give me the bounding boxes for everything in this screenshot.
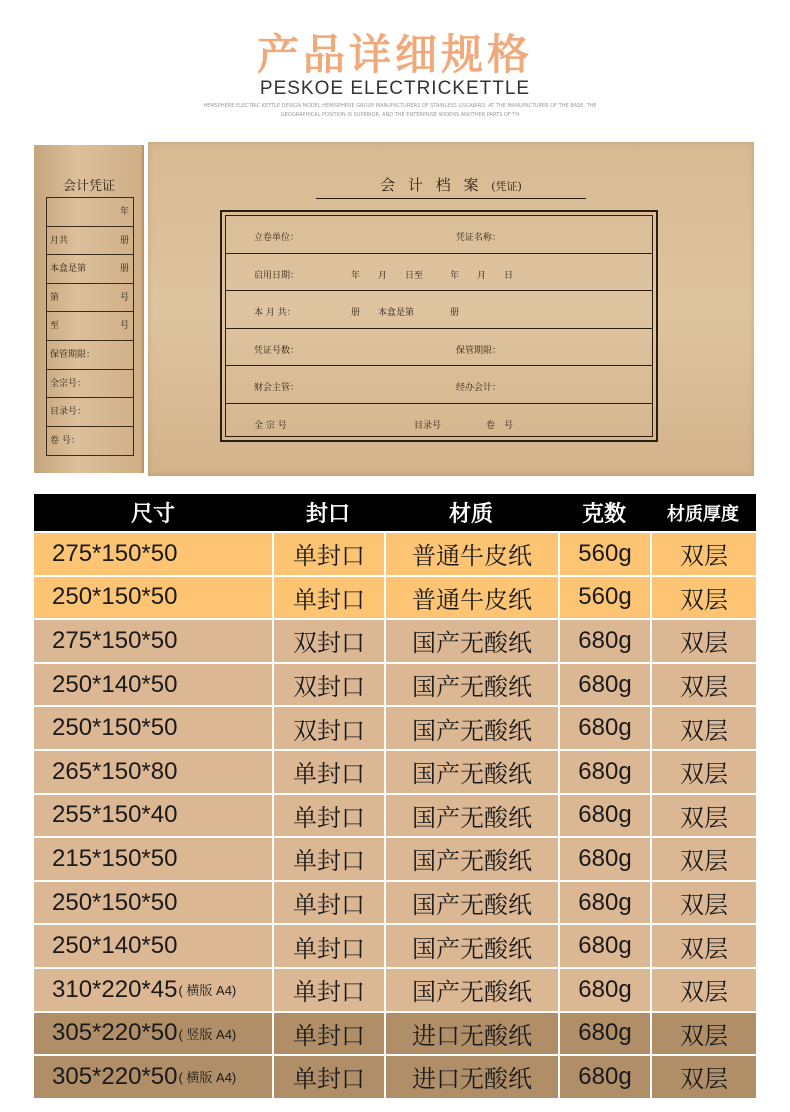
table-row bbox=[34, 1054, 756, 1098]
cell-size bbox=[34, 882, 272, 924]
size-value: 215*150*50 bbox=[52, 844, 178, 872]
spine-row-unit: 册 bbox=[119, 264, 129, 275]
front-title bbox=[148, 174, 754, 195]
cell-thickness: 双层 bbox=[650, 838, 756, 880]
front-form-label: 全 宗 号 bbox=[254, 420, 287, 431]
spine-row-label: 本盒是第 bbox=[50, 264, 87, 275]
front-title-suffix: (凭证) bbox=[491, 180, 522, 193]
spine-row bbox=[47, 312, 133, 341]
spine-row-label: 至 bbox=[50, 321, 60, 332]
cell-seal: 单封口 bbox=[272, 882, 384, 924]
size-value: 305*220*50 bbox=[52, 1062, 178, 1090]
table-row bbox=[34, 836, 756, 880]
cell-weight: 680g bbox=[558, 925, 650, 967]
cell-weight: 680g bbox=[558, 620, 650, 662]
cell-material: 国产无酸纸 bbox=[384, 664, 558, 706]
cell-material: 国产无酸纸 bbox=[384, 882, 558, 924]
cell-weight: 560g bbox=[558, 533, 650, 575]
spine-title: 会计凭证 bbox=[62, 179, 115, 194]
front-form-label: 本 月 共： bbox=[254, 308, 296, 318]
cell-thickness: 双层 bbox=[650, 707, 756, 749]
cell-material: 普通牛皮纸 bbox=[384, 533, 558, 575]
cell-seal: 单封口 bbox=[272, 1056, 384, 1098]
cell-size bbox=[34, 1013, 272, 1055]
front-title-text: 会 计 档 案 bbox=[380, 176, 483, 194]
spine-row bbox=[47, 398, 133, 427]
header-thickness: 材质厚度 bbox=[667, 503, 739, 525]
size-value: 265*150*80 bbox=[52, 757, 178, 785]
cell-seal: 单封口 bbox=[272, 925, 384, 967]
cell-seal: 单封口 bbox=[272, 751, 384, 793]
table-row bbox=[34, 967, 756, 1011]
cell-material: 国产无酸纸 bbox=[384, 795, 558, 837]
header-weight: 克数 bbox=[581, 502, 626, 527]
table-row bbox=[34, 662, 756, 706]
box-front bbox=[148, 142, 754, 476]
size-value: 275*150*50 bbox=[52, 626, 178, 654]
spec-table-body bbox=[34, 531, 756, 1098]
size-value: 250*150*50 bbox=[52, 888, 178, 916]
cell-size bbox=[34, 838, 272, 880]
cell-size bbox=[34, 1056, 272, 1098]
page-title: 产品详细规格 bbox=[256, 30, 533, 79]
spine-row bbox=[47, 370, 133, 399]
size-note: ( 竖版 A4) bbox=[178, 1026, 237, 1042]
cell-thickness: 双层 bbox=[650, 664, 756, 706]
cell-material: 进口无酸纸 bbox=[384, 1013, 558, 1055]
cell-size bbox=[34, 577, 272, 619]
cell-material: 国产无酸纸 bbox=[384, 838, 558, 880]
cell-seal: 单封口 bbox=[272, 838, 384, 880]
front-form-value: 保管期限： bbox=[456, 345, 502, 356]
cell-weight: 680g bbox=[558, 707, 650, 749]
front-form-label: 凭证号数： bbox=[254, 345, 300, 356]
size-value: 250*140*50 bbox=[52, 932, 178, 960]
cell-material: 普通牛皮纸 bbox=[384, 577, 558, 619]
cell-size bbox=[34, 533, 272, 575]
cell-thickness: 双层 bbox=[650, 969, 756, 1011]
cell-seal: 单封口 bbox=[272, 795, 384, 837]
cell-thickness: 双层 bbox=[650, 1056, 756, 1098]
size-value: 310*220*45 bbox=[52, 975, 178, 1003]
front-form-row bbox=[226, 329, 652, 367]
spine-row bbox=[47, 227, 133, 256]
spine-row-label: 月共 bbox=[50, 235, 69, 246]
cell-seal: 单封口 bbox=[272, 969, 384, 1011]
spine-row-label: 全宗号： bbox=[50, 378, 87, 389]
cell-size bbox=[34, 707, 272, 749]
cell-size bbox=[34, 751, 272, 793]
front-form-row bbox=[226, 254, 652, 292]
page-subtitle: PESKOE ELECTRICKETTLE bbox=[259, 78, 531, 99]
table-row bbox=[34, 705, 756, 749]
cell-weight: 680g bbox=[558, 795, 650, 837]
fine-print: HEMSPHERE ELECTRIC KETTLE DESIGN MODEL HEMISPHERE GROUP MANUFACTURERS OF STAINLESS LISCABIRD, AT THE MANUFACTURER OF THE BASE, THE GEOGRAPHICAL POSITION IS SUPERIOR, AND THE ENTERPRISE WIDENS ANOTHER PARTS OF TH bbox=[203, 103, 597, 118]
front-form-row bbox=[226, 216, 652, 254]
cell-weight: 680g bbox=[558, 1013, 650, 1055]
cell-weight: 560g bbox=[558, 577, 650, 619]
cell-size bbox=[34, 925, 272, 967]
cell-size bbox=[34, 969, 272, 1011]
front-form-label: 财会主管： bbox=[254, 383, 300, 393]
front-form-label: 启用日期： bbox=[254, 270, 300, 281]
size-value: 305*220*50 bbox=[52, 1019, 178, 1047]
cell-thickness: 双层 bbox=[650, 1013, 756, 1055]
cell-material: 国产无酸纸 bbox=[384, 751, 558, 793]
cell-material: 国产无酸纸 bbox=[384, 707, 558, 749]
cell-weight: 680g bbox=[558, 751, 650, 793]
table-row bbox=[34, 749, 756, 793]
box-spine bbox=[34, 145, 144, 473]
size-value: 275*150*50 bbox=[52, 539, 178, 567]
front-form-value: 年 月 日至 年 月 日 bbox=[351, 270, 514, 281]
front-form-value: 目录号 卷 号 bbox=[414, 420, 514, 431]
cell-thickness: 双层 bbox=[650, 533, 756, 575]
cell-seal: 双封口 bbox=[272, 620, 384, 662]
header-seal: 封口 bbox=[305, 502, 350, 527]
header-size: 尺寸 bbox=[130, 502, 175, 527]
cell-seal: 双封口 bbox=[272, 664, 384, 706]
spine-row bbox=[47, 341, 133, 370]
front-title-underline bbox=[316, 198, 586, 199]
cell-size bbox=[34, 620, 272, 662]
spine-row-label: 目录号： bbox=[50, 407, 87, 418]
spine-row-unit: 号 bbox=[119, 321, 129, 332]
table-row bbox=[34, 793, 756, 837]
cell-thickness: 双层 bbox=[650, 751, 756, 793]
cell-thickness: 双层 bbox=[650, 795, 756, 837]
table-row bbox=[34, 531, 756, 575]
spine-row bbox=[47, 255, 133, 284]
cell-weight: 680g bbox=[558, 969, 650, 1011]
cell-weight: 680g bbox=[558, 838, 650, 880]
table-row bbox=[34, 1011, 756, 1055]
spec-table bbox=[34, 494, 756, 1098]
front-form-value: 经办会计： bbox=[456, 383, 502, 393]
front-form-value: 凭证名称： bbox=[456, 233, 502, 243]
size-note: ( 横版 A4) bbox=[178, 1070, 237, 1086]
table-row bbox=[34, 923, 756, 967]
cell-size bbox=[34, 795, 272, 837]
size-value: 255*150*40 bbox=[52, 801, 178, 829]
cell-seal: 双封口 bbox=[272, 707, 384, 749]
front-form-row bbox=[226, 404, 652, 442]
cell-thickness: 双层 bbox=[650, 620, 756, 662]
spine-row-unit: 年 bbox=[119, 207, 129, 217]
size-value: 250*150*50 bbox=[52, 583, 178, 611]
front-form-value: 册 本盒是第 册 bbox=[351, 308, 460, 318]
front-form-row bbox=[226, 291, 652, 329]
front-form-inner bbox=[225, 215, 653, 437]
spine-label-table bbox=[46, 197, 134, 456]
cell-weight: 680g bbox=[558, 1056, 650, 1098]
cell-seal: 单封口 bbox=[272, 533, 384, 575]
front-form-label: 立卷单位： bbox=[254, 233, 300, 243]
spine-row-unit: 号 bbox=[119, 292, 129, 303]
size-note: ( 横版 A4) bbox=[178, 983, 237, 999]
table-row bbox=[34, 618, 756, 662]
spine-row-label: 保管期限： bbox=[50, 349, 96, 360]
spine-row bbox=[47, 198, 133, 227]
cell-thickness: 双层 bbox=[650, 882, 756, 924]
size-value: 250*140*50 bbox=[52, 670, 178, 698]
spine-row-unit: 册 bbox=[119, 235, 129, 246]
cell-thickness: 双层 bbox=[650, 577, 756, 619]
spec-table-header bbox=[34, 494, 756, 531]
product-photo bbox=[34, 140, 756, 480]
front-form-row bbox=[226, 366, 652, 404]
cell-thickness: 双层 bbox=[650, 925, 756, 967]
cell-seal: 单封口 bbox=[272, 1013, 384, 1055]
header-material: 材质 bbox=[448, 502, 493, 527]
spine-row-label: 第 bbox=[50, 292, 60, 303]
cell-size bbox=[34, 664, 272, 706]
size-value: 250*150*50 bbox=[52, 714, 178, 742]
table-row bbox=[34, 575, 756, 619]
cell-weight: 680g bbox=[558, 882, 650, 924]
spine-row bbox=[47, 284, 133, 313]
cell-material: 国产无酸纸 bbox=[384, 969, 558, 1011]
table-row bbox=[34, 880, 756, 924]
spine-row bbox=[47, 427, 133, 456]
cell-material: 国产无酸纸 bbox=[384, 620, 558, 662]
cell-material: 进口无酸纸 bbox=[384, 1056, 558, 1098]
front-form bbox=[220, 210, 658, 442]
spine-row-label: 卷 号： bbox=[50, 435, 80, 446]
cell-seal: 单封口 bbox=[272, 577, 384, 619]
cell-material: 国产无酸纸 bbox=[384, 925, 558, 967]
cell-weight: 680g bbox=[558, 664, 650, 706]
